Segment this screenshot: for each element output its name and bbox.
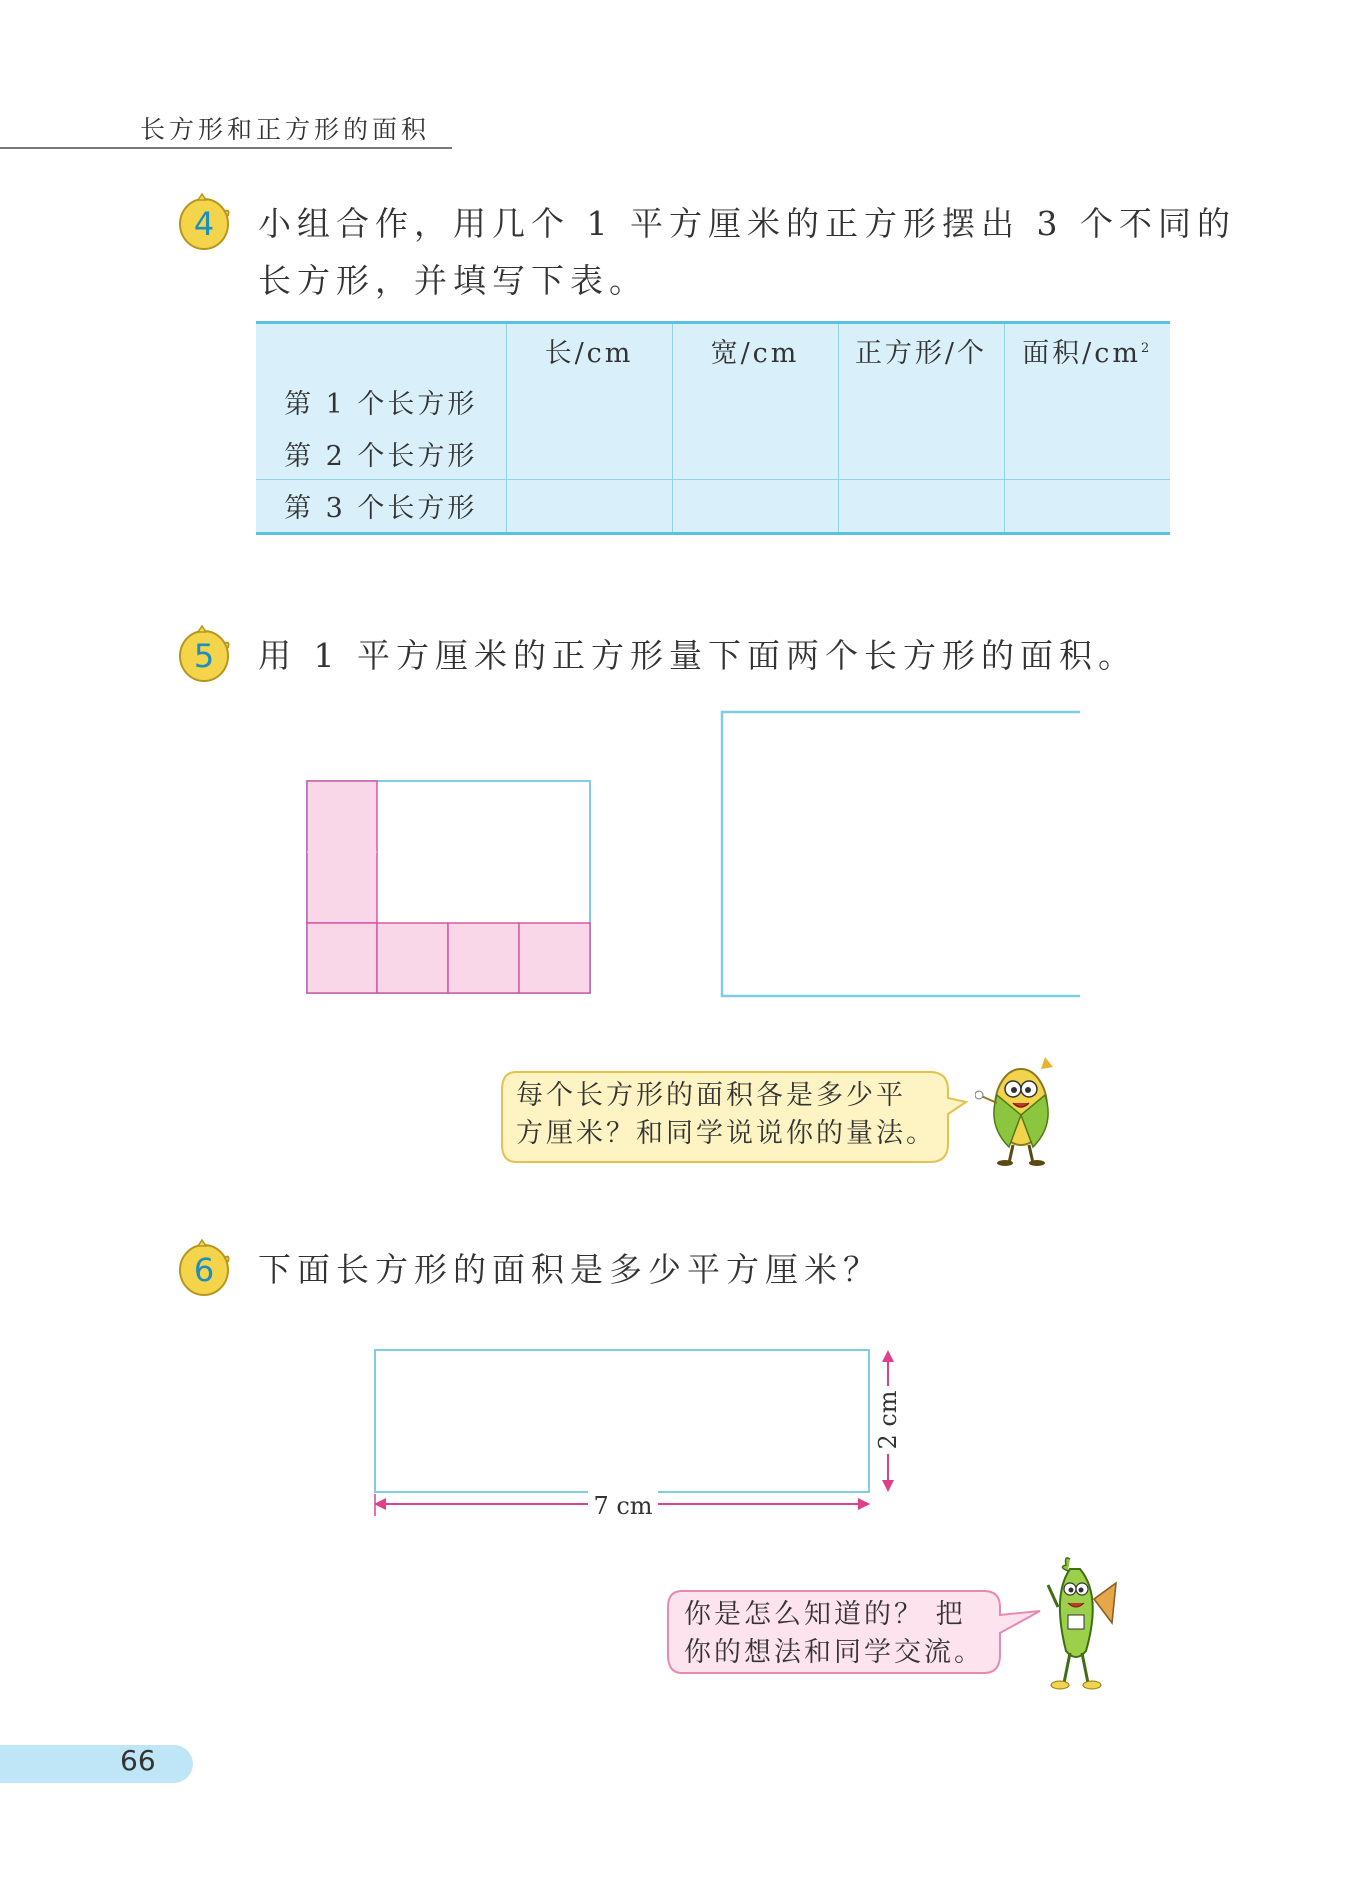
area-superscript: 2 xyxy=(1141,340,1153,356)
table-header-width: 宽/cm xyxy=(672,323,838,377)
q5-bubble-line2: 方厘米？和同学说说你的量法。 xyxy=(516,1118,936,1149)
width-label: 7 cm xyxy=(593,1492,653,1520)
q6-rectangle-figure xyxy=(368,1340,908,1522)
q5-bubble-line1: 每个长方形的面积各是多少平 xyxy=(516,1080,906,1111)
table-row xyxy=(256,427,1170,479)
pink-square xyxy=(519,923,590,993)
rectangle-b-figure xyxy=(718,708,1080,1000)
question-6-badge xyxy=(174,1238,234,1298)
table-header-corner xyxy=(256,323,506,377)
row-label: 第 3 个长方形 xyxy=(256,479,506,533)
question-4-badge xyxy=(174,192,234,252)
table-cell[interactable] xyxy=(1004,427,1170,479)
height-label: 2 cm xyxy=(874,1390,902,1450)
table-row xyxy=(256,376,1170,427)
table-cell[interactable] xyxy=(838,376,1004,427)
q6-bubble-line1: 你是怎么知道的？ 把 xyxy=(684,1599,966,1630)
table-cell[interactable] xyxy=(672,427,838,479)
q6-rectangle-outline xyxy=(375,1350,869,1492)
pea-character-icon xyxy=(1046,1555,1122,1695)
table-cell[interactable] xyxy=(838,427,1004,479)
rectangle-b-outline xyxy=(722,712,1080,996)
table-header-row xyxy=(256,323,1170,377)
row-label: 第 2 个长方形 xyxy=(284,440,478,472)
question-6-number: 6 xyxy=(193,1251,215,1289)
rectangle-a-figure xyxy=(300,778,600,998)
table-cell[interactable] xyxy=(506,427,672,479)
q6-bubble-line2: 你的想法和同学交流。 xyxy=(684,1637,984,1668)
header-rule xyxy=(0,147,452,149)
table-header-squares: 正方形/个 xyxy=(838,323,1004,377)
row-label: 第 1 个长方形 xyxy=(284,389,478,421)
table-header-length: 长/cm xyxy=(506,323,672,377)
table-cell[interactable] xyxy=(1004,376,1170,427)
table-cell[interactable] xyxy=(506,376,672,427)
pink-square xyxy=(307,923,377,993)
corn-character-icon xyxy=(975,1055,1067,1167)
table-cell[interactable] xyxy=(506,479,672,533)
question-4-number: 4 xyxy=(193,205,215,243)
table-header-area: 面积$/cm^2$ xyxy=(1004,323,1170,377)
chapter-title: 长方形和正方形的面积 xyxy=(140,115,431,144)
table-cell[interactable] xyxy=(1004,479,1170,533)
table-cell[interactable] xyxy=(672,376,838,427)
question-5-number: 5 xyxy=(193,637,215,675)
question-4-line1: 小组合作，用几个 1 平方厘米的正方形摆出 3 个不同的 xyxy=(258,204,1236,243)
rectangles-table xyxy=(256,321,1170,535)
question-5-text: 用 1 平方厘米的正方形量下面两个长方形的面积。 xyxy=(258,636,1137,675)
table-cell[interactable] xyxy=(672,479,838,533)
pink-square xyxy=(448,923,519,993)
table-row xyxy=(256,479,1170,533)
pink-square xyxy=(377,923,448,993)
table-cell[interactable] xyxy=(838,479,1004,533)
question-4-line2: 长方形，并填写下表。 xyxy=(258,261,648,300)
page-number-tab xyxy=(0,1745,193,1783)
question-6-text: 下面长方形的面积是多少平方厘米？ xyxy=(258,1250,882,1289)
question-5-badge xyxy=(174,624,234,684)
page-number: 66 xyxy=(120,1744,156,1777)
